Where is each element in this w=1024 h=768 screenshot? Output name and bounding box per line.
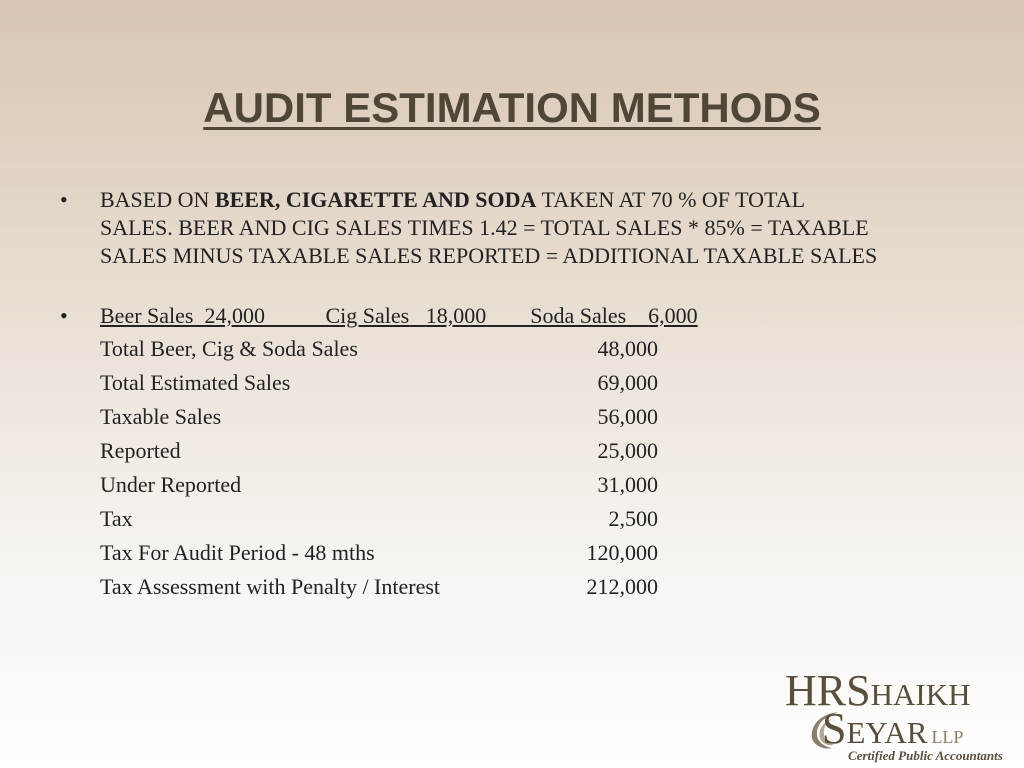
row-value: 31,000: [597, 472, 658, 497]
beer-sales-value: 24,000: [204, 303, 265, 328]
sales-breakdown-line: [100, 302, 880, 330]
bullet-dot-icon: •: [60, 187, 68, 212]
slide-title-text: AUDIT ESTIMATION METHODS: [203, 84, 821, 131]
row-label: Taxable Sales: [100, 404, 222, 429]
logo-tagline: Certified Public Accountants: [848, 748, 1003, 763]
methodology-bold: BEER, CIGARETTE AND SODA: [214, 187, 537, 212]
methodology-rest: TAKEN AT 70 % OF TOTAL SALES. BEER AND CIG SALES TIMES 1.42 = TOTAL SALES * 85% = TAXABLE SALES MINUS TAXABLE SALES REPORTED = ADDITIONAL TAXABLE SALES: [100, 187, 878, 268]
methodology-text: [100, 186, 880, 270]
logo-second-initial: S: [822, 704, 847, 753]
cig-sales-value: 18,000: [425, 303, 487, 328]
logo-second-rest: EYAR: [846, 715, 928, 750]
row-value: 56,000: [597, 404, 658, 429]
soda-sales-label: Soda Sales: [530, 303, 627, 328]
firm-logo: [780, 668, 1020, 764]
methodology-prefix: BASED ON: [100, 187, 215, 212]
row-label: Reported: [100, 438, 181, 463]
soda-sales-value: 6,000: [648, 303, 698, 328]
row-value: 2,500: [608, 506, 658, 531]
slide-title: [0, 84, 1024, 132]
logo-llp: LLP: [931, 727, 964, 747]
row-label: Total Beer, Cig & Soda Sales: [100, 336, 358, 361]
bullet-sales-breakdown: [60, 302, 880, 330]
row-label: Total Estimated Sales: [100, 370, 291, 395]
cig-sales-label: Cig Sales: [325, 303, 410, 328]
row-value: 48,000: [597, 336, 658, 361]
row-label: Tax: [100, 506, 133, 531]
row-value: 120,000: [586, 540, 658, 565]
row-value: 212,000: [586, 574, 658, 599]
bullet-dot-icon: •: [60, 303, 68, 328]
row-label: Under Reported: [100, 472, 242, 497]
bullet-methodology: [60, 186, 880, 270]
row-label: Tax For Audit Period - 48 mths: [100, 540, 375, 565]
row-label: Tax Assessment with Penalty / Interest: [100, 574, 441, 599]
logo-surname-initial: S: [846, 666, 871, 715]
row-value: 69,000: [597, 370, 658, 395]
logo-initials: HR: [785, 666, 847, 715]
beer-sales-label: Beer Sales: [100, 303, 194, 328]
logo-surname-rest: HAIKH: [870, 677, 971, 712]
row-value: 25,000: [597, 438, 658, 463]
